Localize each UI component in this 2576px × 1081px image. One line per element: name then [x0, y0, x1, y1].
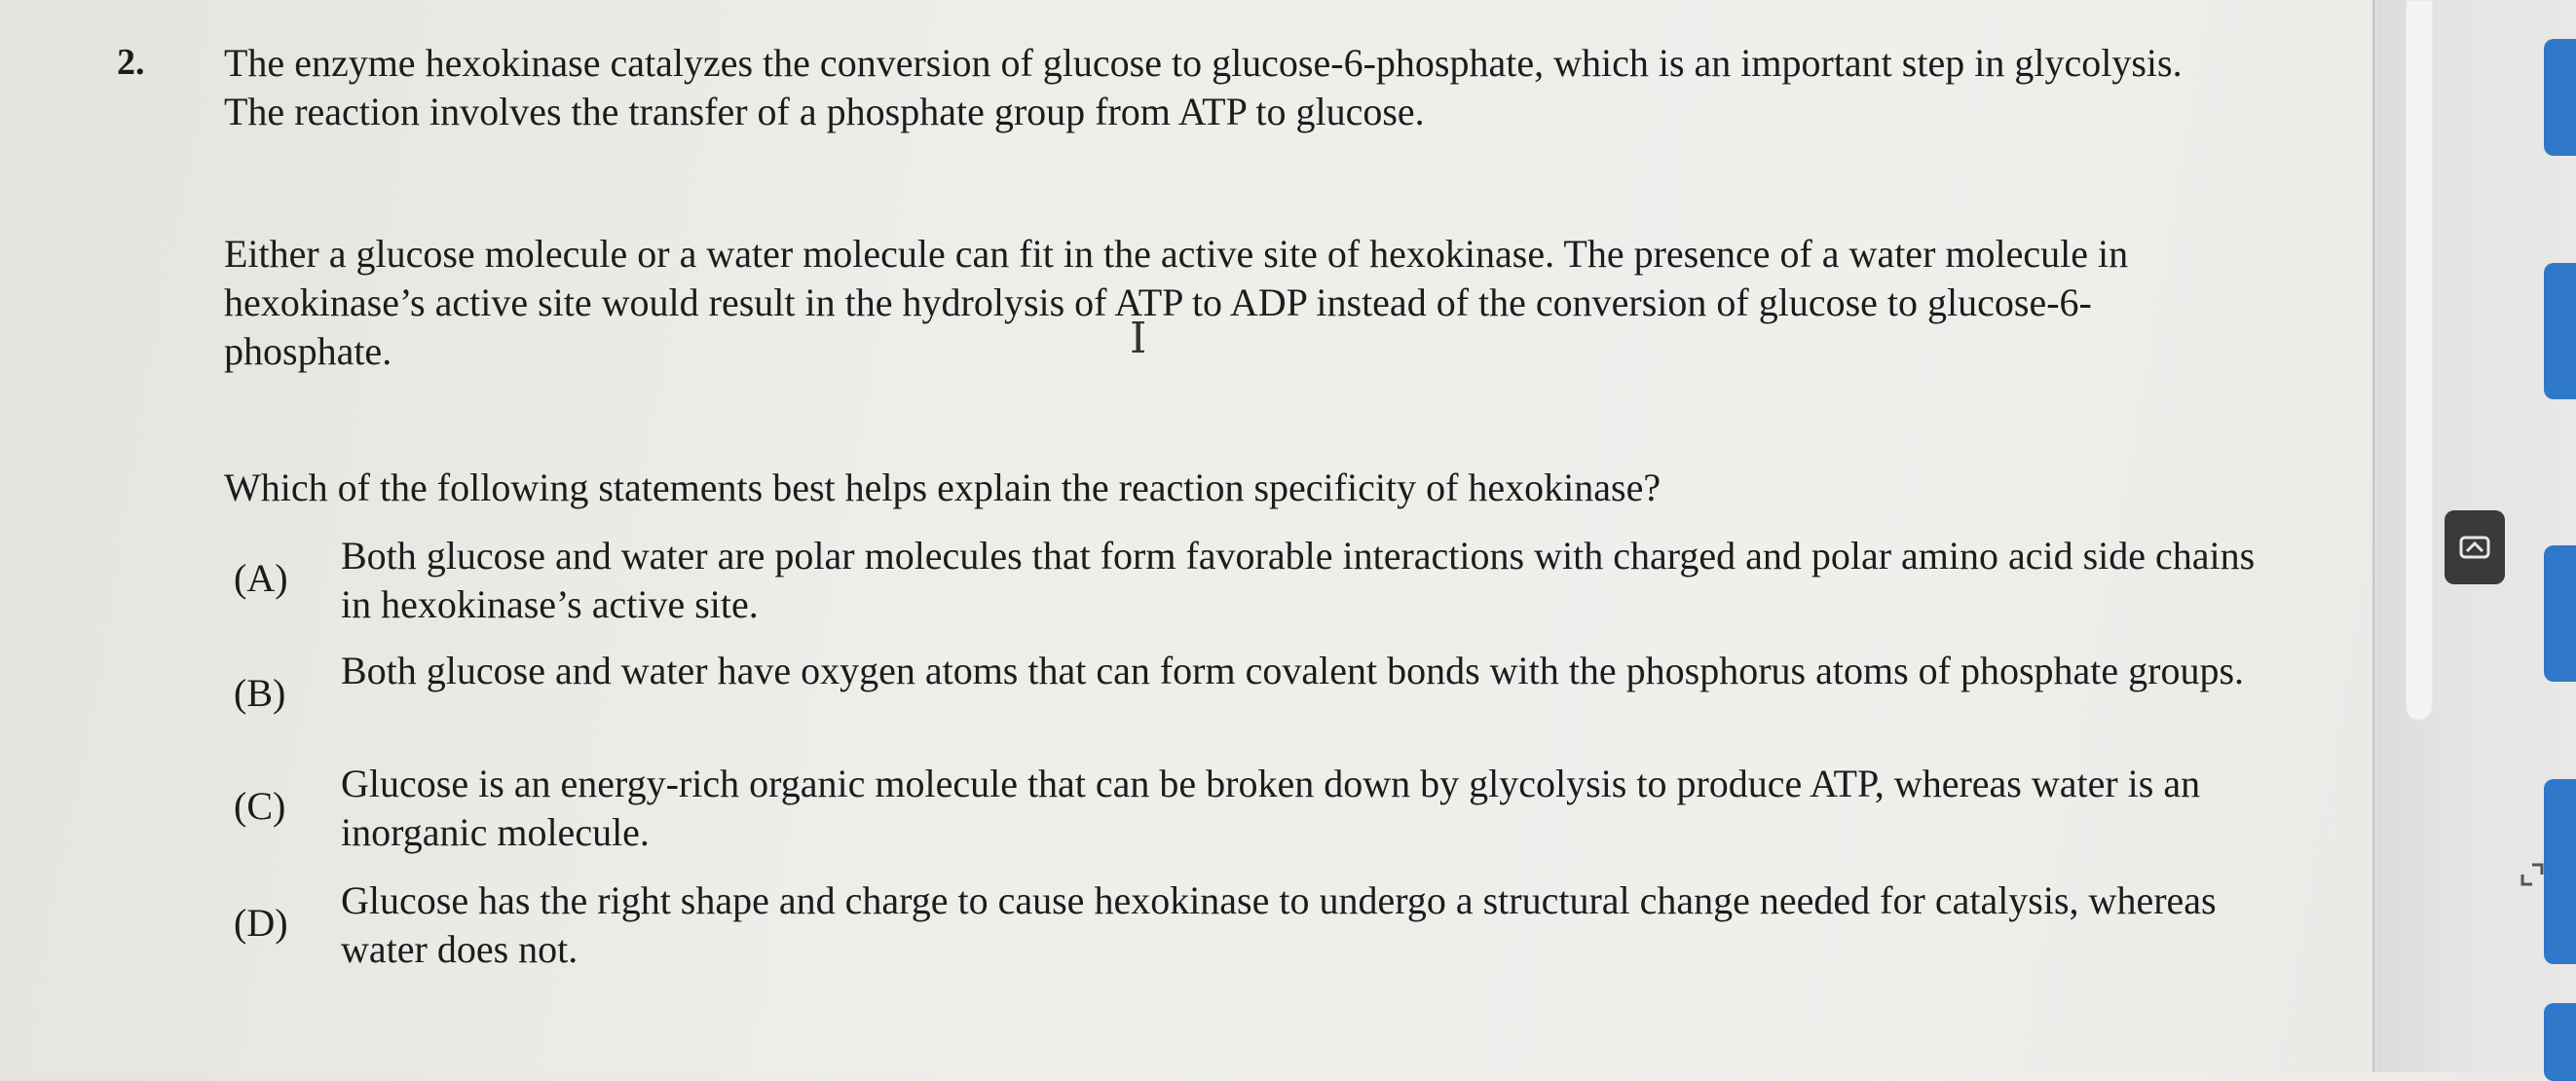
text-cursor-icon: I: [1130, 314, 1147, 363]
annotate-tool-icon: [2455, 528, 2494, 567]
answer-choice-d[interactable]: [224, 876, 2269, 978]
choice-letter: (B): [234, 671, 286, 715]
answer-choice-b[interactable]: [224, 647, 2269, 748]
choice-letter: (C): [234, 784, 286, 828]
scrollbar[interactable]: [2406, 0, 2433, 721]
edge-tab-2[interactable]: [2544, 263, 2576, 399]
question-stem-paragraph-1: The enzyme hexokinase catalyzes the conversion of glucose to glucose-6-phosphate, which is an important step in glycolysis. The reaction involves the transfer of a phosphate group from ATP to glucose.: [224, 41, 2183, 133]
panel-divider: [2372, 0, 2375, 1072]
expand-icon[interactable]: [2519, 861, 2546, 888]
answer-choice-c[interactable]: [224, 760, 2269, 861]
choice-text: Glucose has the right shape and charge to cause hexokinase to undergo a structural change needed for catalysis, whereas water does not.: [341, 878, 2217, 971]
question-number: 2.: [117, 42, 145, 83]
choice-text: Glucose is an energy-rich organic molecule that can be broken down by glycolysis to produce ATP, whereas water is an inorganic molecule.: [341, 762, 2201, 854]
edge-tab-3[interactable]: [2544, 545, 2576, 682]
choice-letter: (D): [234, 901, 288, 945]
annotate-tool-button[interactable]: [2445, 510, 2505, 584]
edge-tab-1[interactable]: [2544, 39, 2576, 156]
edge-tab-4[interactable]: [2544, 779, 2576, 964]
edge-tab-5[interactable]: [2544, 1003, 2576, 1081]
question-prompt: Which of the following statements best helps explain the reaction specificity of hexokinase?: [224, 466, 1661, 509]
choice-text: Both glucose and water are polar molecules that form favorable interactions with charged and polar amino acid side chains in hexokinase’s active site.: [341, 534, 2256, 626]
choice-text: Both glucose and water have oxygen atoms that can form covalent bonds with the phosphorus atoms of phosphate groups.: [341, 649, 2245, 692]
choice-letter: (A): [234, 556, 288, 600]
question-stem-paragraph-2: Either a glucose molecule or a water molecule can fit in the active site of hexokinase. The presence of a water molecule in hexokinase’s active site would result in the hydrolysis of ATP to ADP instead of the conversion of glucose to glucose-6-phosphate.: [224, 232, 2129, 373]
answer-choice-a[interactable]: [224, 532, 2269, 633]
